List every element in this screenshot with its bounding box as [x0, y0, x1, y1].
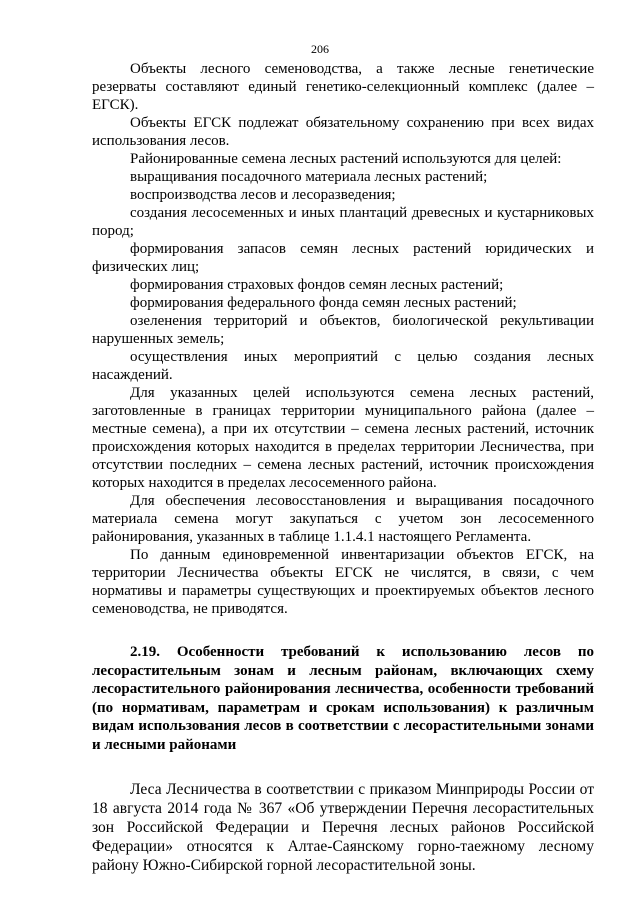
paragraph: По данным единовременной инвентаризации объектов ЕГСК, на территории Лесничества объекты ЕГСК не числятся, в связи, с чем нормативы и параметры существующих и проектируемых объектов лесного семеноводства, не приводятся.: [92, 547, 594, 617]
list-item: формирования федерального фонда семян лесных растений;: [130, 295, 517, 311]
list-item: формирования страховых фондов семян лесных растений;: [130, 277, 504, 293]
list-item: воспроизводства лесов и лесоразведения;: [130, 187, 396, 203]
paragraph: Объекты лесного семеноводства, а также лесные генетические резерваты составляют единый генетико-селекционный комплекс (далее – ЕГСК).: [92, 61, 594, 113]
list-item: создания лесосеменных и иных плантаций древесных и кустарниковых пород;: [92, 205, 594, 239]
document-body: [92, 60, 594, 875]
list-item: выращивания посадочного материала лесных растений;: [130, 169, 488, 185]
list-item: осуществления иных мероприятий с целью создания лесных насаждений.: [92, 349, 594, 383]
paragraph: Объекты ЕГСК подлежат обязательному сохранению при всех видах использования лесов.: [92, 115, 594, 149]
paragraph: Для обеспечения лесовосстановления и выращивания посадочного материала семена могут закупаться с учетом зон лесосеменного районирования, указанных в таблице 1.1.4.1 настоящего Регламента.: [92, 493, 594, 545]
page-number: 206: [311, 42, 329, 56]
list-item: формирования запасов семян лесных растений юридических и физических лиц;: [92, 241, 594, 275]
section-heading: 2.19. Особенности требований к использованию лесов по лесорастительным зонам и лесным районам, включающих схему лесорастительного районирования лесничества, особенности требований (по нормативам, параметрам и срокам использования) к различным видам использования лесов в соответствии с лесорастительными зонами и лесными районами: [92, 644, 594, 753]
paragraph: Для указанных целей используются семена лесных растений, заготовленные в границах территории муниципального района (далее – местные семена), а при их отсутствии – семена лесных растений, источник происхождения которых находится в пределах территории Лесничества, при отсутствии последних – семена лесных растений, источник происхождения которых находится в пределах лесосеменного района.: [92, 385, 594, 491]
list-item: озеленения территорий и объектов, биологической рекультивации нарушенных земель;: [92, 313, 594, 347]
paragraph: Районированные семена лесных растений используются для целей:: [130, 151, 562, 167]
section-paragraph: Леса Лесничества в соответствии с приказом Минприроды России от 18 августа 2014 года № 367 «Об утверждении Перечня лесорастительных зон Российской Федерации и Перечня лесных районов Российской Федерации» относятся к Алтае-Саянскому горно-таежному лесному району Южно-Сибирской горной лесорастительной зоны.: [92, 781, 594, 874]
